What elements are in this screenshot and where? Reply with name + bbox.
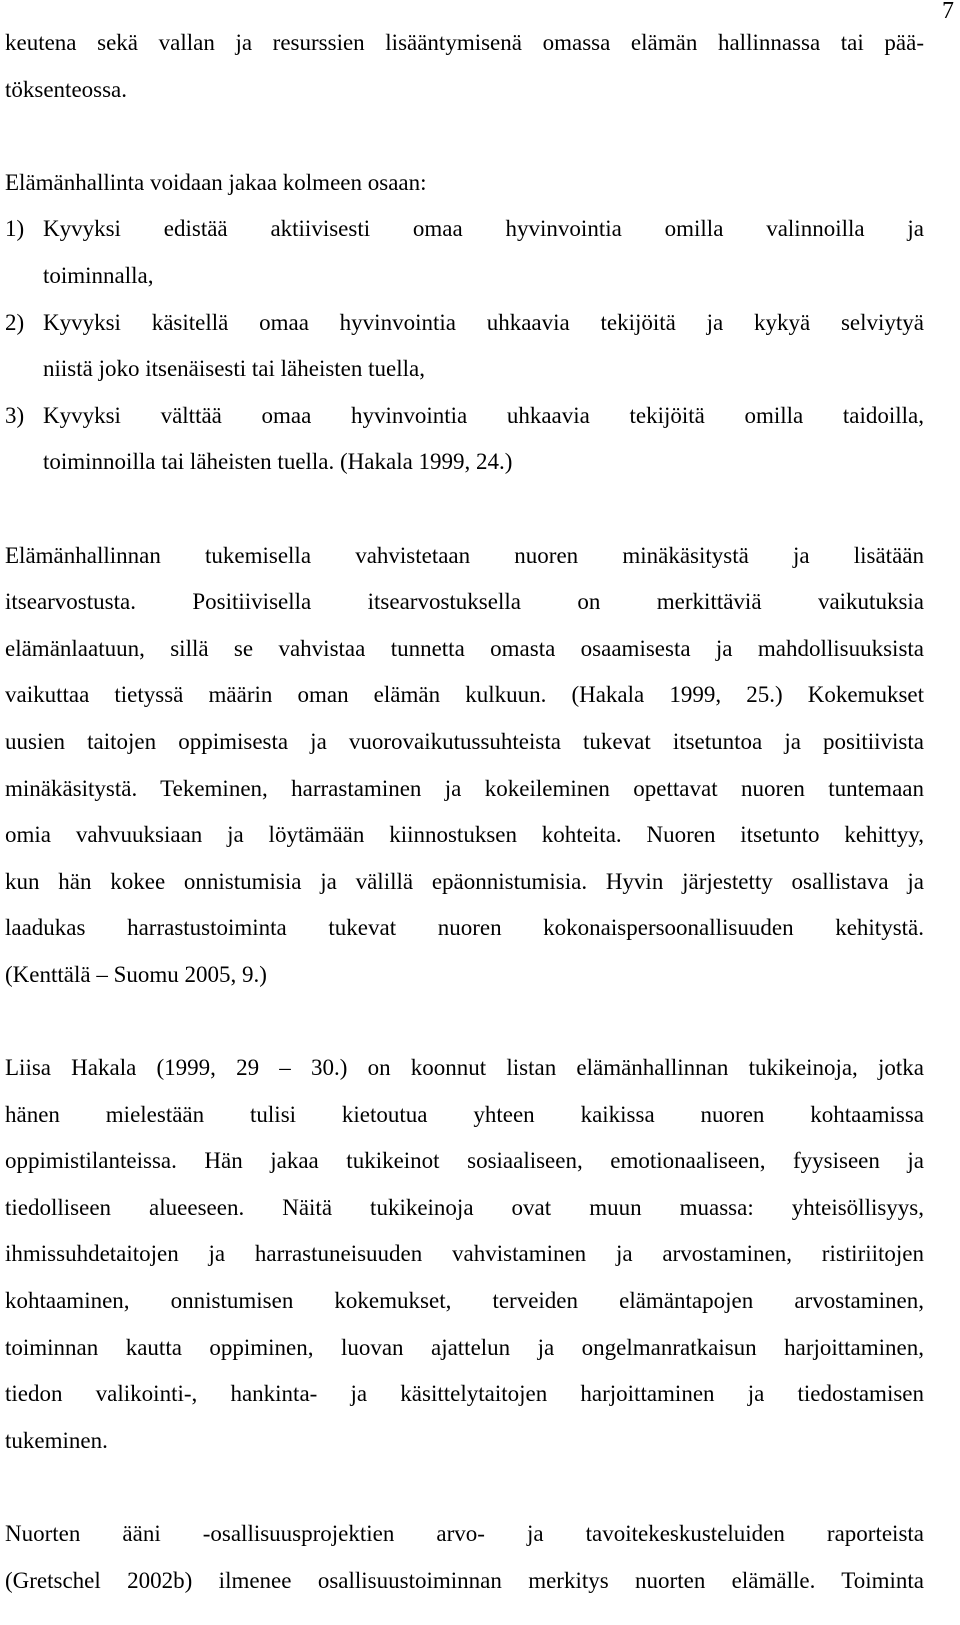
text-line: keutena sekä vallan ja resurssien lisääntymisenä omassa elämän hallinnassa tai pää- [5,30,924,55]
page-number: 7 [942,0,954,24]
text-line: ihmissuhdetaitojen ja harrastuneisuuden vahvistaminen ja arvostaminen, ristiriitojen [5,1241,924,1267]
text-line: Liisa Hakala (1999, 29 – 30.) on koonnut listan elämänhallinnan tukikeinoja, jotka [5,1055,924,1081]
text-line: oppimistilanteissa. Hän jakaa tukikeinot sosiaaliseen, emotionaaliseen, fyysiseen ja [5,1148,924,1174]
text-line: laadukas harrastustoiminta tukevat nuoren kokonaispersoonallisuuden kehitystä. [5,915,924,941]
list-item [5,393,924,486]
text-line: tiedon valikointi-, hankinta- ja käsittelytaitojen harjoittaminen ja tiedostamisen [5,1381,924,1407]
list-intro [5,160,924,207]
text-line: tukeminen. [5,1427,108,1453]
paragraph-4 [5,1511,924,1604]
list-item [5,300,924,393]
paragraph-gap [5,1464,924,1511]
text-line: kun hän kokee onnistumisia ja välillä epäonnistumisia. Hyvin järjestetty osallistava ja [5,868,924,894]
list-number: 3) [5,402,25,428]
paragraph-1 [5,20,924,113]
paragraph-gap [5,486,924,533]
text-line: (Gretschel 2002b) ilmenee osallisuustoiminnan merkitys nuorten elämälle. Toiminta [5,1567,924,1593]
document-body [5,20,924,1604]
text-line: kohtaaminen, onnistumisen kokemukset, terveiden elämäntapojen arvostaminen, [5,1288,924,1314]
text-line: omia vahvuuksiaan ja löytämään kiinnostuksen kohteita. Nuoren itsetunto kehittyy, [5,822,924,848]
text-line: Elämänhallinta voidaan jakaa kolmeen osaan: [5,169,427,195]
text-line: vaikuttaa tietyssä määrin oman elämän kulkuun. (Hakala 1999, 25.) Kokemukset [5,682,924,708]
text-line: Kyvyksi edistää aktiivisesti omaa hyvinvointia omilla valinnoilla ja [43,216,924,242]
paragraph-gap [5,113,924,160]
list-item [5,206,924,299]
text-line: hänen mielestään tulisi kietoutua yhteen kaikissa nuoren kohtaamissa [5,1101,924,1127]
text-line: minäkäsitystä. Tekeminen, harrastaminen ja kokeileminen opettavat nuoren tuntemaan [5,775,924,801]
text-line: Elämänhallinnan tukemisella vahvistetaan nuoren minäkäsitystä ja lisätään [5,542,924,568]
paragraph-3 [5,1045,924,1464]
text-line: toiminnalla, [43,262,154,288]
text-line: toiminnoilla tai läheisten tuella. (Hakala 1999, 24.) [43,449,513,475]
text-line: Kyvyksi käsitellä omaa hyvinvointia uhkaavia tekijöitä ja kykyä selviytyä [43,309,924,335]
text-line: elämänlaatuun, sillä se vahvistaa tunnetta omasta osaamisesta ja mahdollisuuksista [5,635,924,661]
text-line: Nuorten ääni -osallisuusprojektien arvo- ja tavoitekeskusteluiden raporteista [5,1521,924,1546]
text-line: Kyvyksi välttää omaa hyvinvointia uhkaavia tekijöitä omilla taidoilla, [43,402,924,428]
text-line: toiminnan kautta oppiminen, luovan ajattelun ja ongelmanratkaisun harjoittaminen, [5,1334,924,1360]
list-number: 2) [5,309,25,335]
text-line: niistä joko itsenäisesti tai läheisten tuella, [43,356,425,382]
text-line: itsearvostusta. Positiivisella itsearvostuksella on merkittäviä vaikutuksia [5,589,924,615]
paragraph-2 [5,533,924,999]
text-line: tiedolliseen alueeseen. Näitä tukikeinoja ovat muun muassa: yhteisöllisyys, [5,1194,924,1220]
text-line: (Kenttälä – Suomu 2005, 9.) [5,961,267,987]
text-line: töksenteossa. [5,76,128,102]
text-line: uusien taitojen oppimisesta ja vuorovaikutussuhteista tukevat itsetuntoa ja positiivista [5,728,924,754]
list-number: 1) [5,216,25,242]
paragraph-gap [5,998,924,1045]
